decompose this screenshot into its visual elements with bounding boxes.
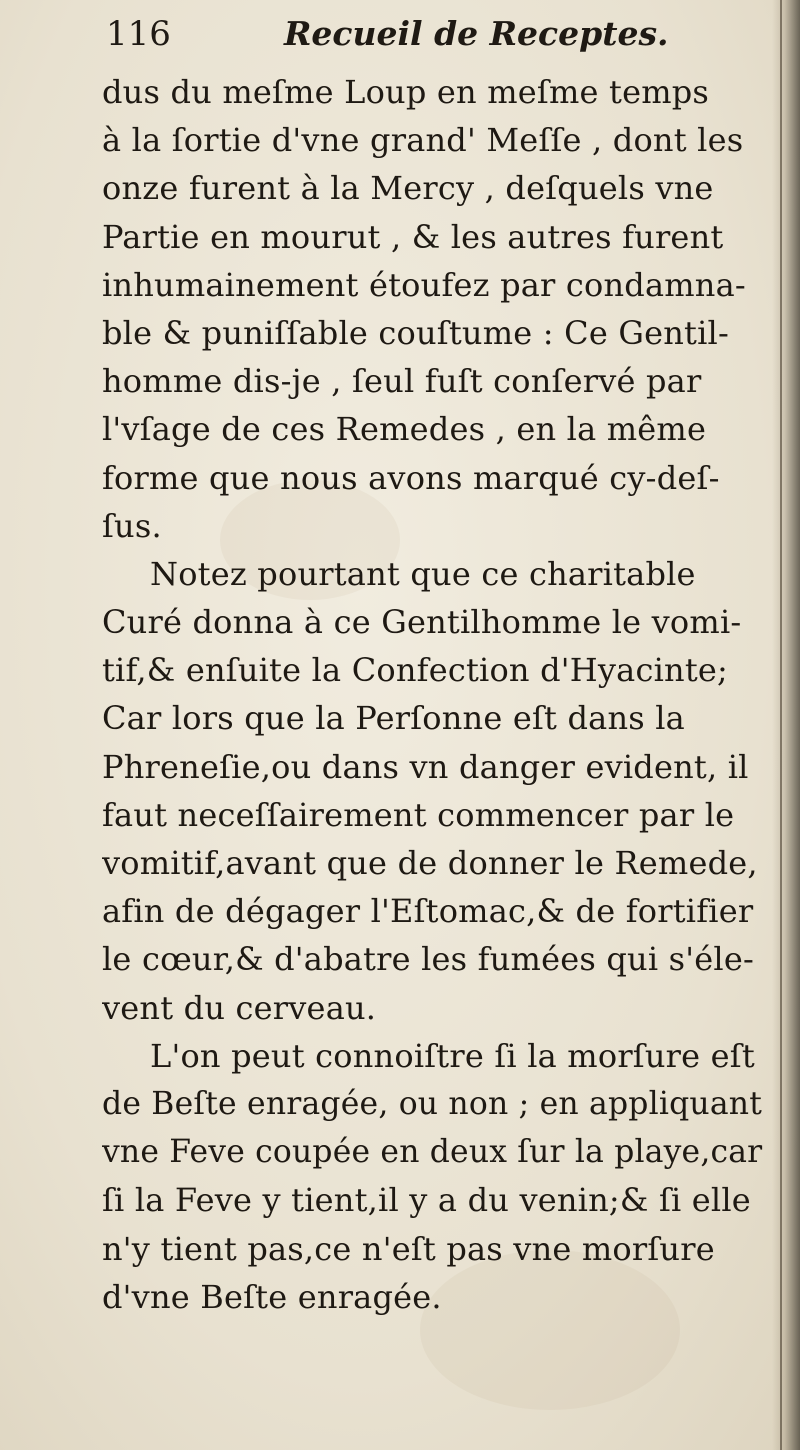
text-line: de Beſte enragée, ou non ; en appliquant [102,1085,763,1122]
text-line: afin de dégager l'Eſtomac,& de fortifier [102,892,754,931]
binding-edge [780,0,782,1450]
text-line: d'vne Beſte enragée. [102,1277,442,1316]
text-line: ble & puniſſable couſtume : Ce Gentil- [102,313,729,352]
page-header [106,14,766,64]
text-line: Curé donna à ce Gentilhomme le vomi- [102,603,742,642]
body-text [102,68,782,1321]
text-line: Phreneſie,ou dans vn danger evident, il [102,747,749,786]
page-number: 116 [106,14,171,54]
page-gutter-shadow [772,0,800,1450]
text-line: forme que nous avons marqué cy-deſ- [102,458,720,497]
text-line: dus du meſme Loup en meſme temps [102,73,710,111]
text-line: Car lors que la Perſonne eſt dans la [102,699,685,738]
text-line: n'y tient pas,ce n'eſt pas vne morſure [102,1229,715,1268]
text-line: ſi la Feve y tient,il y a du venin;& ſi elle [102,1181,751,1220]
text-line: L'on peut connoiſtre ſi la morſure eſt [150,1036,755,1075]
text-line: vne Feve coupée en deux ſur la playe,car [102,1134,763,1171]
text-line: ſus. [102,506,162,545]
text-line: vent du cerveau. [102,988,377,1027]
text-line: Partie en mourut , & les autres furent [102,217,724,256]
text-line: tif,& enſuite la Confection d'Hyacinte; [102,651,729,690]
text-line: l'vſage de ces Remedes , en la même [102,410,707,449]
text-line: faut neceſſairement commencer par le [102,795,735,834]
text-line: onze furent à la Mercy , deſquels vne [102,169,714,208]
text-line: vomitif,avant que de donner le Remede, [102,844,758,882]
text-line: à la ſortie d'vne grand' Meſſe , dont les [102,121,744,160]
text-line: inhumainement étoufez par condamna- [102,265,746,304]
text-line: Notez pourtant que ce charitable [150,554,696,593]
text-line: homme dis-je , ſeul fuſt conſervé par [102,362,702,401]
running-title: Recueil de Receptes. [284,14,669,53]
text-line: le cœur,& d'abatre les fumées qui s'éle- [102,940,754,979]
